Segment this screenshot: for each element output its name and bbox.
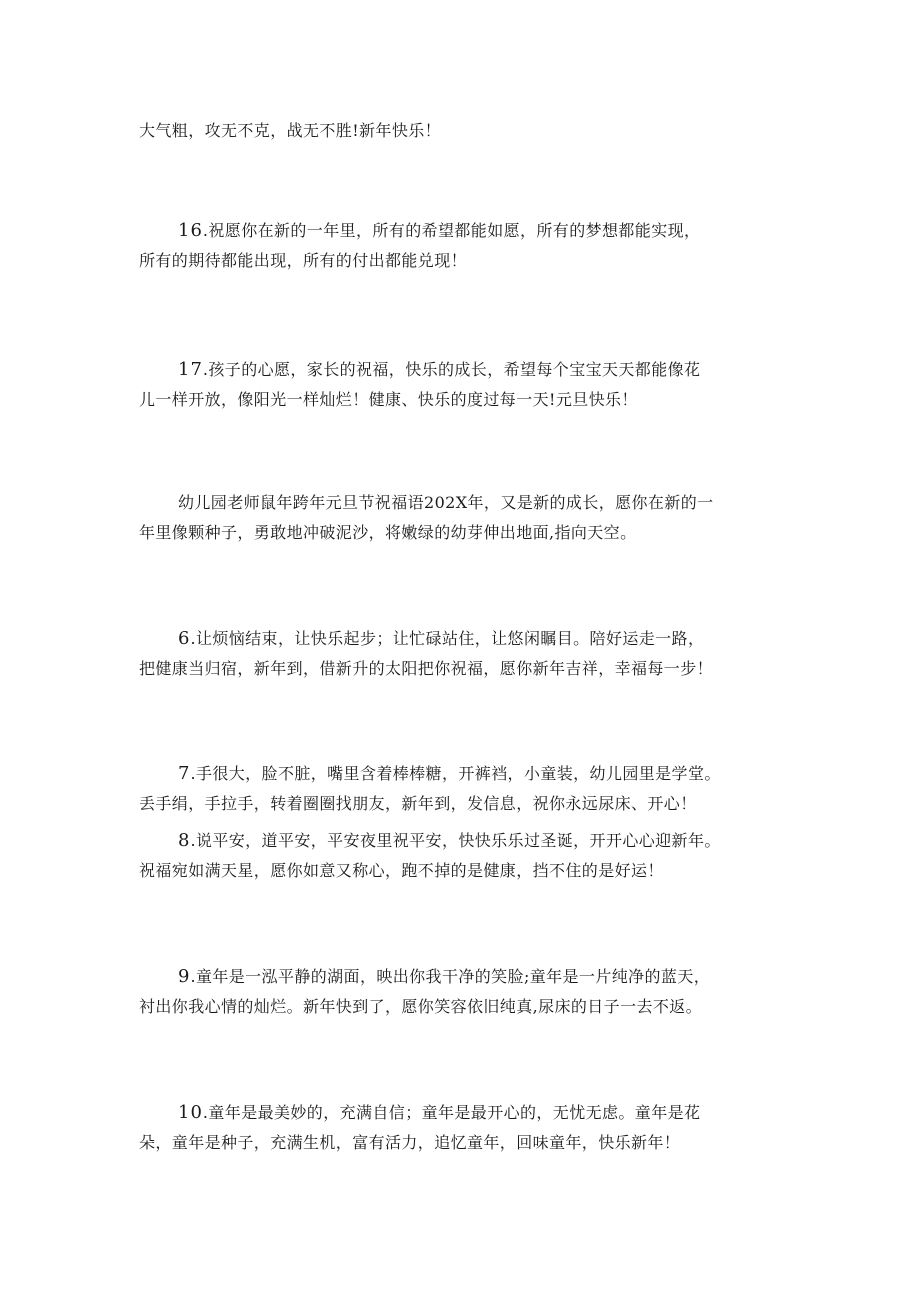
paragraph-line: 朵，童年是种子，充满生机，富有活力，追忆童年，回味童年，快乐新年！ <box>139 1133 681 1152</box>
paragraph-line: 所有的期待都能出现，所有的付出都能兑现！ <box>139 251 468 270</box>
paragraph-line: 祝福宛如满天星，愿你如意又称心，跑不掉的是健康，挡不住的是好运！ <box>139 861 664 880</box>
paragraph-17 <box>139 355 799 415</box>
paragraph-line: 年里像颗种子，勇敢地冲破泥沙，将嫩绿的幼芽伸出地面,指向天空。 <box>139 523 637 542</box>
paragraph-number: 10 <box>178 1102 203 1123</box>
paragraph-line: 丢手绢，手拉手，转着圈圈找朋友，新年到，发信息，祝你永远尿床、开心！ <box>139 794 697 813</box>
paragraph-6 <box>139 624 799 684</box>
paragraph-tail-15 <box>139 116 799 146</box>
paragraph-8 <box>139 826 799 886</box>
paragraph-10 <box>139 1098 799 1158</box>
paragraph-line: 儿一样开放，像阳光一样灿烂！健康、快乐的度过每一天!元旦快乐！ <box>139 390 638 409</box>
paragraph-number: 16 <box>178 220 203 241</box>
paragraph-line: 9.童年是一泓平静的湖面，映出你我干净的笑脸;童年是一片纯净的蓝天， <box>178 966 711 987</box>
paragraph-9 <box>139 962 799 1022</box>
paragraph-line: 幼儿园老师鼠年跨年元旦节祝福语202X年，又是新的成长，愿你在新的一 <box>178 493 714 512</box>
paragraph-line: 把健康当归宿，新年到，借新升的太阳把你祝福，愿你新年吉祥，幸福每一步！ <box>139 659 714 678</box>
paragraph-7 <box>139 759 799 819</box>
paragraph-line: 大气粗，攻无不克，战无不胜!新年快乐！ <box>139 121 442 140</box>
paragraph-16 <box>139 216 799 276</box>
paragraph-number: 9 <box>178 966 191 987</box>
paragraph-line: 10.童年是最美妙的，充满自信；童年是最开心的，无忧无虑。童年是花 <box>178 1102 701 1123</box>
paragraph-number: 6 <box>178 628 191 649</box>
paragraph-number: 17 <box>178 359 203 380</box>
paragraph-line: 16.祝愿你在新的一年里，所有的希望都能如愿，所有的梦想都能实现， <box>178 220 701 241</box>
paragraph-line: 6.让烦恼结束，让快乐起步；让忙碌站住，让悠闲瞩目。陪好运走一路， <box>178 628 705 649</box>
paragraph-number: 8 <box>178 830 191 851</box>
paragraph-section <box>139 488 799 548</box>
paragraph-line: 7.手很大，脸不脏，嘴里含着棒棒糖，开裤裆，小童装，幼儿园里是学堂。 <box>178 763 721 784</box>
paragraph-number: 7 <box>178 763 191 784</box>
paragraph-line: 衬出你我心情的灿烂。新年快到了，愿你笑容依旧纯真,尿床的日子一去不返。 <box>139 997 703 1016</box>
paragraph-line: 8.说平安，道平安，平安夜里祝平安，快快乐乐过圣诞，开开心心迎新年。 <box>178 830 721 851</box>
paragraph-line: 17.孩子的心愿，家长的祝福，快乐的成长，希望每个宝宝天天都能像花 <box>178 359 701 380</box>
